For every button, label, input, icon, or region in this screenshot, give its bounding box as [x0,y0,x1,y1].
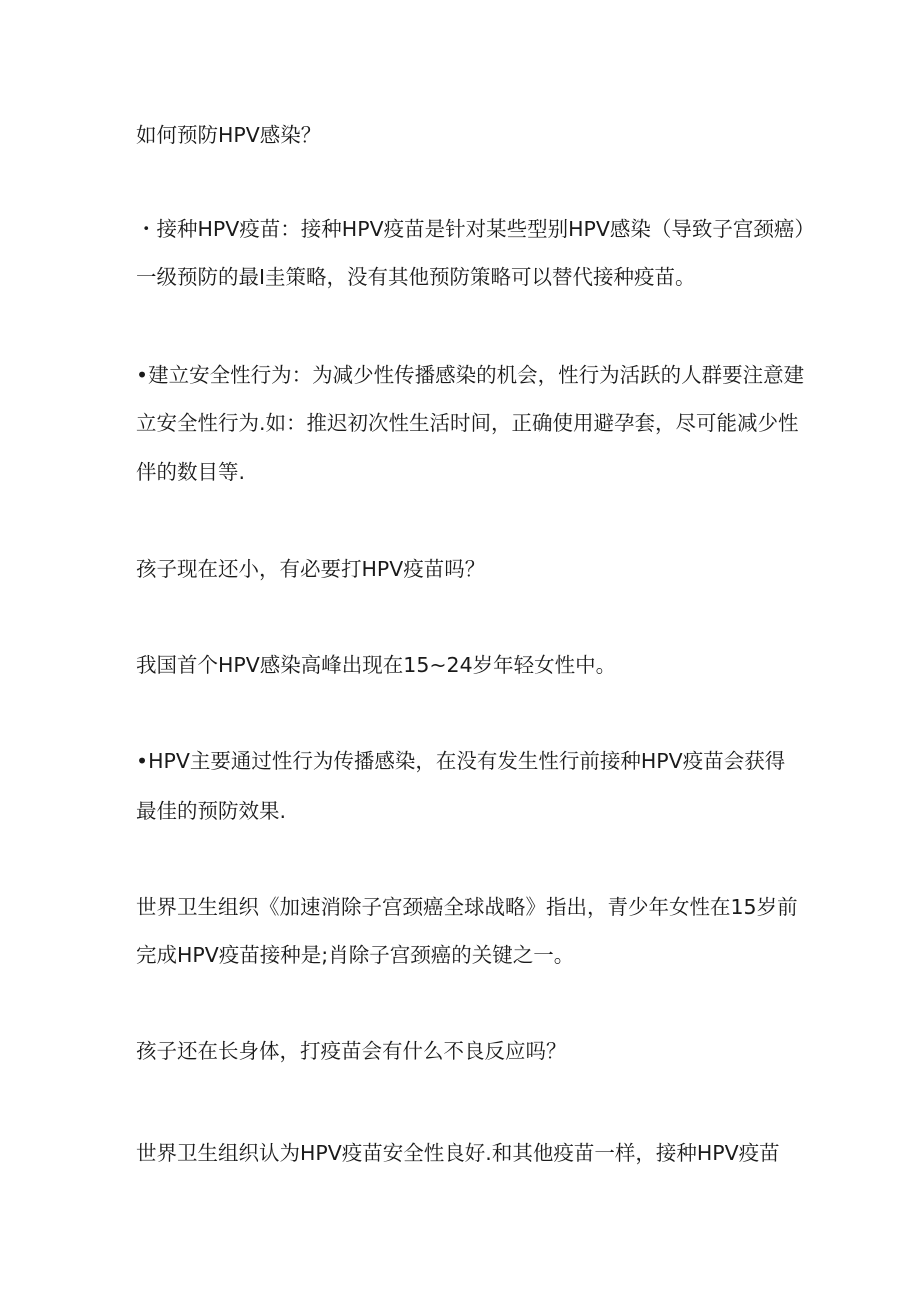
heading-side-effects: 孩子还在长身体，打疫苗会有什么不良反应吗？ [136,1039,567,1063]
paragraph-transmission-line-1: •HPV主要通过性行为传播感染，在没有发生性行前接种HPV疫苗会获得 [136,749,786,773]
paragraph-safe-behavior-line-2: 立安全性行为.如：推迟初次性生活时间，正确使用避孕套，尽可能减少性 [136,411,799,435]
heading-how-to-prevent: 如何预防HPV感染？ [136,123,322,147]
paragraph-safe-behavior-line-3: 伴的数目等. [136,460,246,484]
paragraph-infection-peak: 我国首个HPV感染高峰出现在15~24岁年轻女性中。 [136,653,617,677]
paragraph-vaccine-safety: 世界卫生组织认为HPV疫苗安全性良好.和其他疫苗一样，接种HPV疫苗 [136,1141,780,1165]
paragraph-vaccinate-line-1: ・接种HPV疫苗：接种HPV疫苗是针对某些型别HPV感染（导致子宫颈癌） [136,217,815,241]
paragraph-transmission-line-2: 最佳的预防效果. [136,799,287,823]
paragraph-who-strategy-line-2: 完成HPV疫苗接种是;肖除子宫颈癌的关键之一。 [136,943,575,967]
paragraph-vaccinate-line-2: 一级预防的最I圭策略，没有其他预防策略可以替代接种疫苗。 [136,265,696,289]
paragraph-who-strategy-line-1: 世界卫生组织《加速消除子宫颈癌全球战略》指出，青少年女性在15岁前 [136,895,798,919]
heading-child-too-young: 孩子现在还小，有必要打HPV疫苗吗？ [136,557,486,581]
paragraph-safe-behavior-line-1: •建立安全性行为：为减少性传播感染的机会，性行为活跃的人群要注意建 [136,363,805,387]
